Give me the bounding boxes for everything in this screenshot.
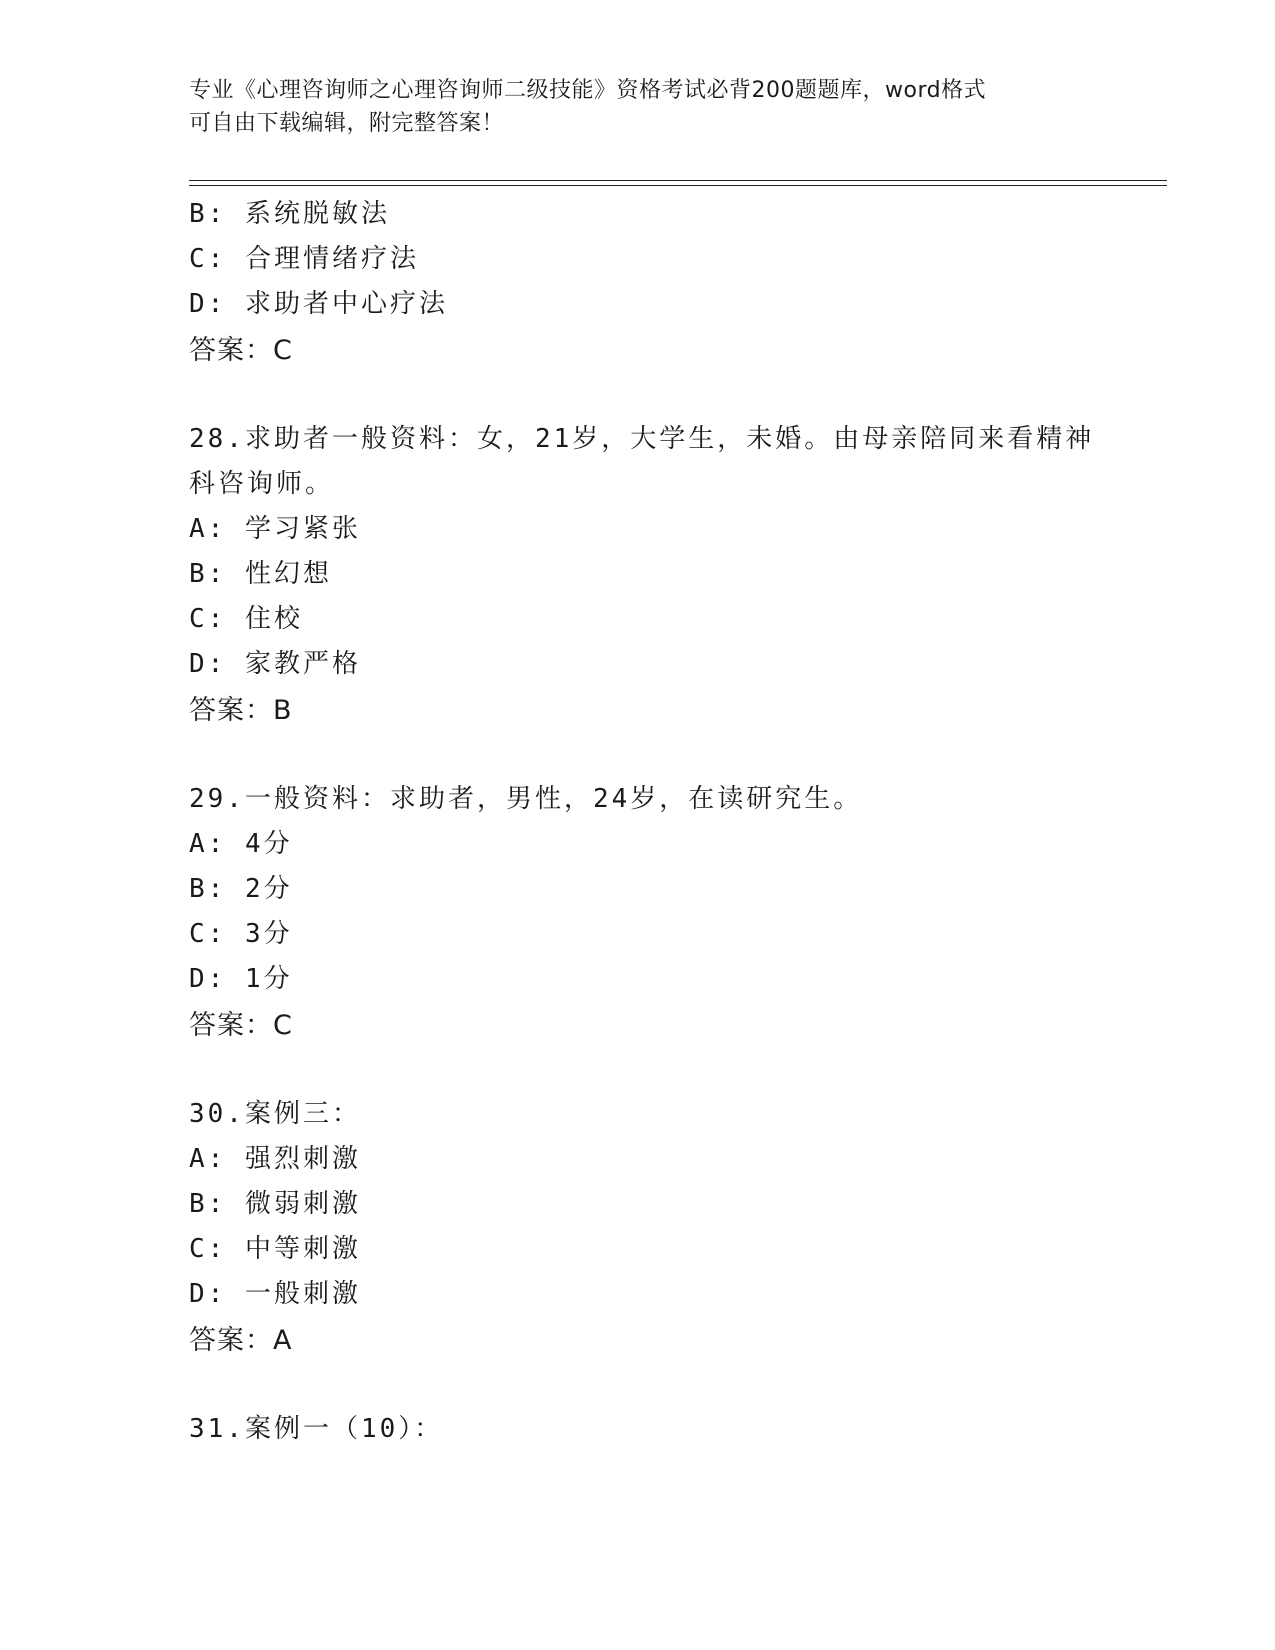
header-line-1: 专业《心理咨询师之心理咨询师二级技能》资格考试必背200题题库，word格式 — [189, 78, 987, 103]
q28-stem-line-2: 科咨询师。 — [189, 469, 335, 499]
q28-stem-line-1: 28.求助者一般资料：女，21岁，大学生，未婚。由母亲陪同来看精神 — [189, 424, 1095, 454]
q30-option-c: C: 中等刺激 — [189, 1234, 361, 1264]
header-divider-top — [189, 180, 1167, 181]
document-header — [189, 74, 1089, 140]
q30-option-b: B: 微弱刺激 — [189, 1189, 361, 1219]
q30-answer: 答案：A — [189, 1325, 293, 1356]
q28-option-c: C: 住校 — [189, 604, 303, 634]
q29-answer: 答案：C — [189, 1010, 293, 1041]
q27-option-d: D: 求助者中心疗法 — [189, 289, 448, 319]
q29-option-b: B: 2分 — [189, 874, 293, 904]
q28-option-b: B: 性幻想 — [189, 559, 332, 589]
q29-option-c: C: 3分 — [189, 919, 293, 949]
q29-option-d: D: 1分 — [189, 964, 293, 994]
q31-stem: 31.案例一（10）： — [189, 1414, 444, 1444]
q28-option-a: A: 学习紧张 — [189, 514, 361, 544]
q27-answer: 答案：C — [189, 335, 293, 366]
q28-option-d: D: 家教严格 — [189, 649, 361, 679]
q30-option-d: D: 一般刺激 — [189, 1279, 361, 1309]
header-divider-bottom — [189, 185, 1167, 186]
q29-stem: 29.一般资料：求助者，男性，24岁，在读研究生。 — [189, 784, 863, 814]
q30-stem: 30.案例三： — [189, 1099, 361, 1129]
header-line-2: 可自由下载编辑，附完整答案！ — [189, 111, 505, 136]
q27-option-c: C: 合理情绪疗法 — [189, 244, 419, 274]
q27-option-b: B: 系统脱敏法 — [189, 199, 390, 229]
q28-answer: 答案：B — [189, 695, 293, 726]
q29-option-a: A: 4分 — [189, 829, 293, 859]
q30-option-a: A: 强烈刺激 — [189, 1144, 361, 1174]
